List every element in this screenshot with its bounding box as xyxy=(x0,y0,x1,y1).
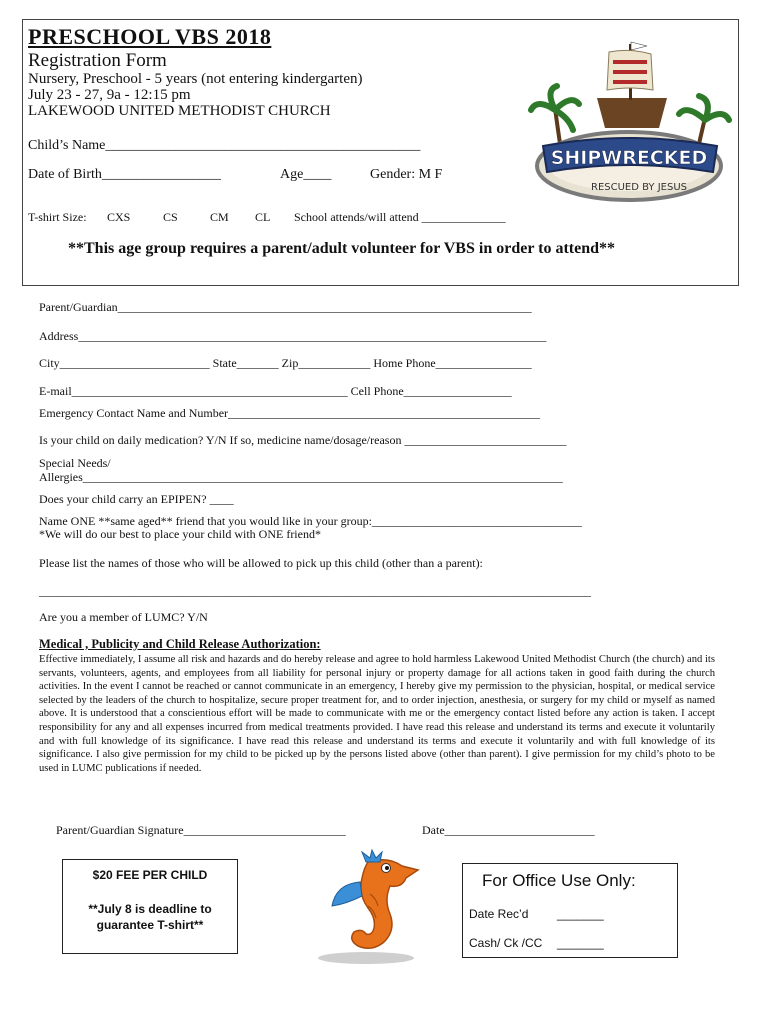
lumc-member-field[interactable]: Are you a member of LUMC? Y/N xyxy=(39,610,208,624)
tshirt-option-cxs[interactable]: CXS xyxy=(107,210,131,224)
address-field[interactable]: Address______________________________________________________________________________ xyxy=(39,329,547,343)
friend-note: *We will do our best to place your child with ONE friend* xyxy=(39,527,321,541)
age-field[interactable]: Age____ xyxy=(280,167,332,182)
logo-brand-text: SHIPWRECKED xyxy=(550,147,708,169)
child-name-field[interactable]: Child’s Name_____________________________________________ xyxy=(28,138,421,153)
parent-guardian-field[interactable]: Parent/Guardian_____________________________________________________________________ xyxy=(39,300,532,314)
age-range-text: Nursery, Preschool - 5 years (not entering kindergarten) xyxy=(28,71,363,87)
date-received-label: Date Rec’d xyxy=(469,907,529,921)
payment-method-label: Cash/ Ck /CC xyxy=(469,936,543,950)
tshirt-option-cm[interactable]: CM xyxy=(210,210,229,224)
tshirt-size-label: T-shirt Size: xyxy=(28,210,87,224)
logo-tagline-text: RESCUED BY JESUS xyxy=(591,182,687,193)
deadline-text-line1: **July 8 is deadline to xyxy=(88,902,212,916)
city-state-zip-phone-field[interactable]: City_________________________ State_______ Zip____________ Home Phone________________ xyxy=(39,356,532,370)
form-subtitle: Registration Form xyxy=(28,50,167,71)
signature-field[interactable]: Parent/Guardian Signature___________________________ xyxy=(56,823,346,837)
pickup-field[interactable]: ____________________________________________________________________________________________ xyxy=(39,584,591,598)
release-body: Effective immediately, I assume all risk and hazards and do hereby release and agree to hold harmless Lakewood United Methodist Church (the church) and its servants, volunteers, agents, and employees from all liability for personal injury or property damage for all actions taken in good faith during the church activities. In the event I cannot be reached or cannot communicate in an emergency, I hereby give my permission to the physician, hospital, or medical service selected by the leaders of the church to hospitalize, secure proper treatment for, and to order injection, anesthesia, or surgery for my child or myself as named above. It is understood that a conscientious effort will be made to communicate with me or the emergency contact listed before any action is taken. I accept responsibility for any and all expenses incurred from medical treatments provided. I have read this release and understand its terms and execute it voluntarily and with full knowledge of its significance. I have read this release and understand its terms and execute it voluntarily and with full knowledge of its significance. I also give permission for my child to be picked up by the persons listed above (other than parent). I give permission for my child’s photo to be used in LUMC publications if needed. xyxy=(39,654,715,774)
medication-field[interactable]: Is your child on daily medication? Y/N If so, medicine name/dosage/reason ___________________________ xyxy=(39,433,567,447)
email-cell-field[interactable]: E-mail______________________________________________ Cell Phone__________________ xyxy=(39,384,512,398)
gender-field[interactable]: Gender: M F xyxy=(370,167,443,182)
dates-text: July 23 - 27, 9a - 12:15 pm xyxy=(28,87,191,103)
school-field[interactable]: School attends/will attend ______________ xyxy=(294,210,506,224)
payment-method-field[interactable]: _______ xyxy=(557,936,604,950)
shipwrecked-logo-image xyxy=(527,38,732,208)
tshirt-option-cl[interactable]: CL xyxy=(255,210,271,224)
office-use-title: For Office Use Only: xyxy=(482,871,636,890)
fee-text: $20 FEE PER CHILD xyxy=(92,868,208,882)
date-received-field[interactable]: _______ xyxy=(557,907,604,921)
emergency-contact-field[interactable]: Emergency Contact Name and Number____________________________________________________ xyxy=(39,406,541,420)
release-heading: Medical , Publicity and Child Release Authorization: xyxy=(39,637,321,651)
volunteer-warning: **This age group requires a parent/adult volunteer for VBS in order to attend** xyxy=(68,240,616,257)
allergies-field[interactable]: Allergies________________________________________________________________________________ xyxy=(39,470,563,484)
pickup-label: Please list the names of those who will be allowed to pick up this child (other than a parent): xyxy=(39,556,483,570)
epipen-field[interactable]: Does your child carry an EPIPEN? ____ xyxy=(39,492,234,506)
date-of-birth-field[interactable]: Date of Birth_________________ xyxy=(28,167,221,182)
deadline-text-line2: guarantee T-shirt** xyxy=(96,918,204,932)
special-needs-label: Special Needs/ xyxy=(39,456,111,470)
friend-field[interactable]: Name ONE **same aged** friend that you would like in your group:___________________________________ xyxy=(39,514,582,528)
signature-date-field[interactable]: Date_________________________ xyxy=(422,823,595,837)
tshirt-option-cs[interactable]: CS xyxy=(163,210,178,224)
church-name: LAKEWOOD UNITED METHODIST CHURCH xyxy=(28,103,331,119)
page-title: PRESCHOOL VBS 2018 xyxy=(28,24,272,49)
seahorse-image xyxy=(306,848,428,966)
